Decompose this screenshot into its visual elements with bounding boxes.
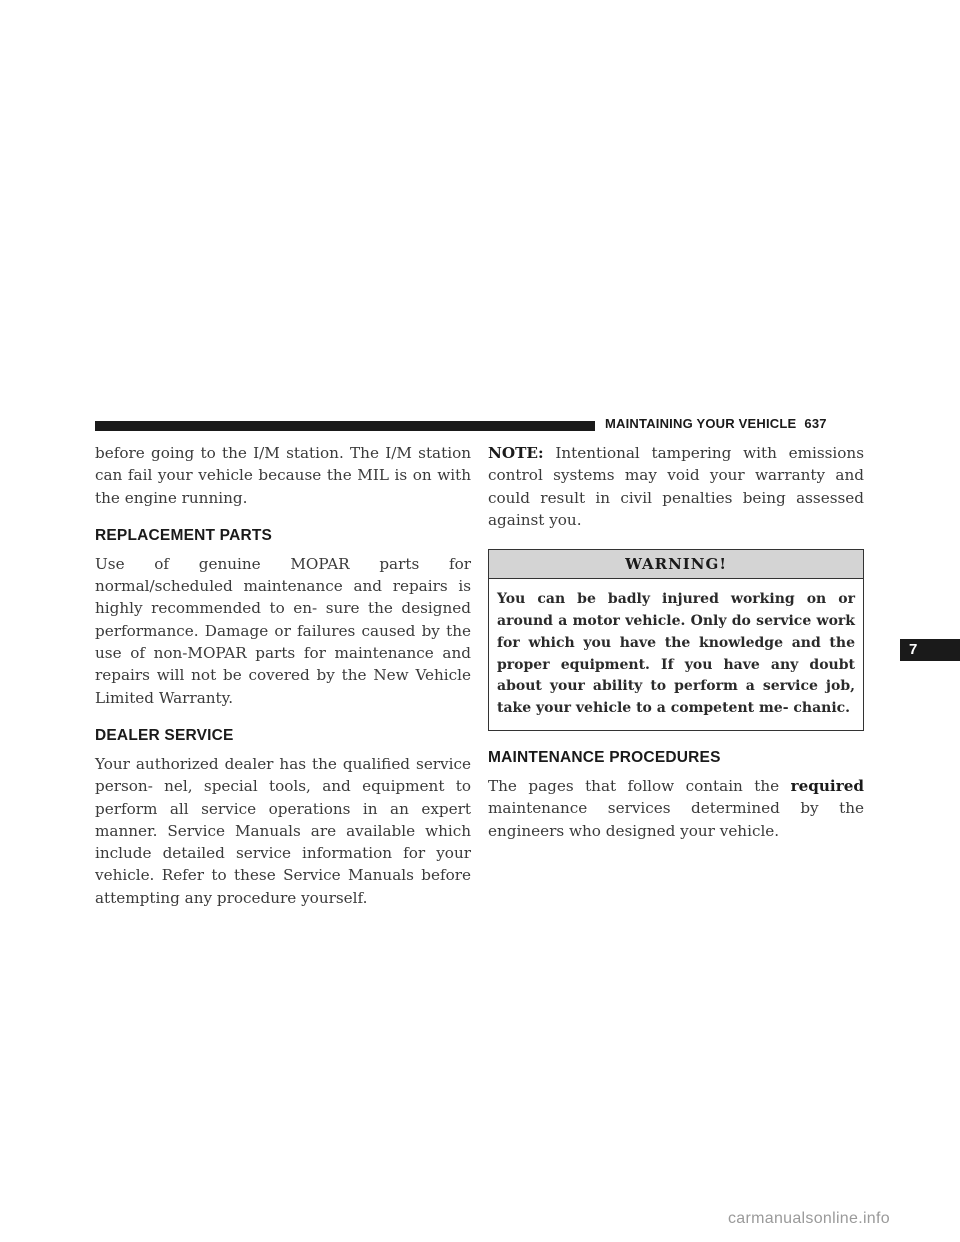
note-label: NOTE:: [488, 444, 544, 462]
required-emphasis: required: [790, 776, 864, 795]
section-title: MAINTAINING YOUR VEHICLE: [605, 416, 797, 431]
dealer-service-body: Your authorized dealer has the qualified service person- nel, special tools, and equipment to perform all service operations in an expert manner. Service Manuals are available which include detailed service information for your vehicle. Refer to these Service Manuals before attempting any procedure yourself.: [95, 754, 471, 907]
header-rule: [95, 421, 595, 431]
replacement-parts-body: Use of genuine MOPAR parts for normal/scheduled maintenance and repairs is highly recommended to en- sure the designed performance. Damage or failures caused by the use of non-MOPAR parts for maintenance and repairs will not be covered by the New Vehicle Limited Warranty.: [95, 554, 471, 707]
maintenance-text-before: The pages that follow contain the: [488, 776, 791, 795]
warning-body: You can be badly injured working on or around a motor vehicle. Only do service work for which you have the knowledge and the proper equipment. If you have any doubt about your ability to perform a service job, take your vehicle to a competent me- chanic.: [497, 591, 855, 717]
replacement-parts-heading: REPLACEMENT PARTS: [95, 526, 273, 544]
running-head: [605, 416, 865, 431]
watermark: carmanualsonline.info: [728, 1210, 890, 1227]
page-number: 637: [804, 416, 827, 431]
note-paragraph: [488, 442, 864, 531]
chapter-tab: 7: [900, 639, 960, 661]
warning-box: [488, 549, 864, 731]
dealer-service-heading: DEALER SERVICE: [95, 726, 234, 744]
note-text: Intentional tampering with emissions control systems may void your warranty and could result in civil penalties being assessed against you.: [488, 444, 864, 529]
maintenance-procedures-heading: MAINTENANCE PROCEDURES: [488, 748, 721, 766]
intro-paragraph: before going to the I/M station. The I/M station can fail your vehicle because the MIL is on with the engine running.: [95, 444, 471, 507]
maintenance-procedures-body: [488, 775, 864, 842]
maintenance-text-after: maintenance services determined by the engineers who designed your vehicle.: [488, 799, 864, 840]
left-column: [95, 442, 471, 909]
right-column: [488, 442, 864, 842]
warning-title: WARNING!: [489, 550, 863, 579]
